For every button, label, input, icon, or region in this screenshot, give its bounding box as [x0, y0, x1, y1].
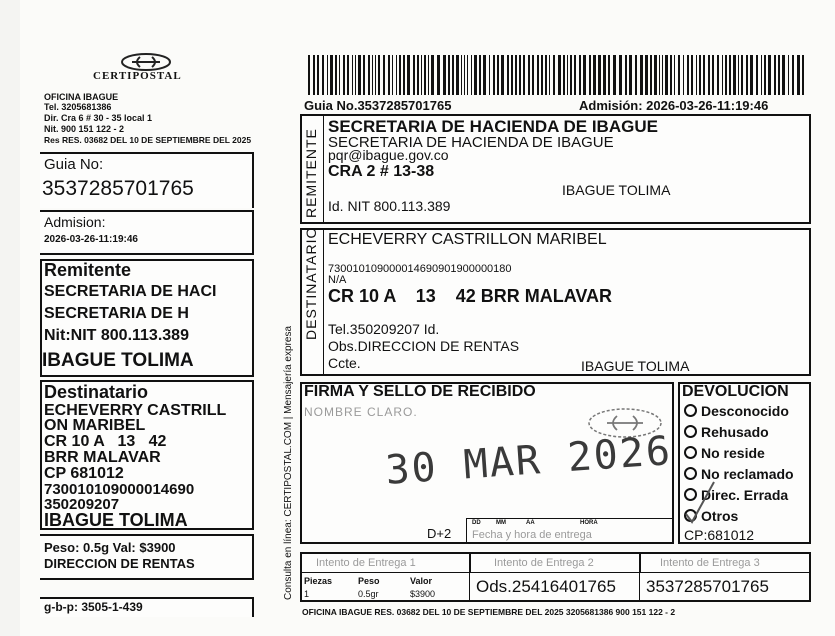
piezas-label: Piezas	[304, 576, 333, 586]
barcode-bar	[378, 55, 380, 95]
devolucion-cp: CP:681012	[684, 527, 755, 543]
radio-icon[interactable]	[684, 404, 697, 417]
option-label: Rehusado	[701, 424, 769, 440]
barcode-bar	[437, 55, 440, 95]
barcode-bar	[579, 55, 581, 95]
left-dest-line5: CP 681012	[44, 465, 124, 482]
barcode-bar	[788, 55, 789, 95]
firma-d2: D+2	[427, 526, 452, 541]
left-remitente-city: IBAGUE TOLIMA	[42, 350, 194, 371]
barcode-bar	[421, 55, 422, 95]
peso-value: 0.5gr	[358, 589, 379, 599]
left-dest-city: IBAGUE TOLIMA	[44, 510, 188, 530]
barcode-bar	[778, 55, 780, 95]
barcode-bar	[528, 55, 530, 95]
barcode-bar	[640, 55, 643, 95]
barcode-bar	[479, 55, 481, 95]
remitente-nit: Id. NIT 800.113.389	[328, 198, 451, 214]
left-guia-label: Guia No:	[44, 156, 104, 173]
firma-title: FIRMA Y SELLO DE RECIBIDO	[304, 383, 536, 400]
destinatario-ccte: Ccte.	[328, 355, 361, 371]
barcode-bar	[383, 55, 385, 95]
fecha-mm: MM	[496, 520, 506, 526]
fecha-hora-entrega: Fecha y hora de entrega	[472, 529, 592, 541]
barcode-bar	[308, 55, 310, 95]
barcode-bar	[399, 55, 401, 95]
barcode-bar	[355, 55, 356, 95]
barcode-bar	[635, 55, 637, 95]
barcode-bar	[729, 55, 731, 95]
barcode-bar	[699, 55, 701, 95]
barcode-bar	[474, 55, 477, 95]
left-dest-line1: ECHEVERRY CASTRILL	[44, 402, 227, 419]
office-resolution: Res RES. 03682 DEL 10 DE SEPTIEMBRE DEL 2025	[44, 135, 252, 145]
barcode-bar	[608, 55, 610, 95]
valor-label: Valor	[410, 576, 433, 586]
barcode-bar	[665, 55, 668, 95]
valor-value: $3900	[410, 589, 436, 599]
destinatario-tel: Tel.350209207 Id.	[328, 321, 440, 337]
barcode-bar	[407, 55, 410, 95]
checkmark-icon	[680, 478, 720, 524]
barcode-bar	[372, 55, 373, 95]
barcode-bar	[774, 55, 776, 95]
barcode-bar	[467, 55, 468, 95]
remitente-email: pqr@ibague.gov.co	[328, 147, 449, 163]
radio-icon[interactable]	[684, 446, 697, 459]
barcode-bar	[625, 55, 627, 95]
left-dest-line7: 350209207	[44, 496, 120, 513]
barcode-bar	[456, 55, 459, 95]
barcode-bar	[532, 55, 534, 95]
barcode-bar	[424, 55, 426, 95]
barcode-bar	[519, 55, 521, 95]
option-label: No reclamado	[701, 466, 794, 482]
barcode-bar	[725, 55, 727, 95]
barcode-bar	[741, 55, 743, 95]
barcode-bar	[443, 55, 446, 95]
intento-3-label: Intento de Entrega 3	[660, 557, 760, 569]
left-guia-value: 3537285701765	[42, 177, 194, 200]
barcode-bar	[722, 55, 723, 95]
barcode-bar	[717, 55, 719, 95]
barcode-bar	[330, 55, 333, 95]
barcode-bar	[662, 55, 663, 95]
side-consulta-text: Consulta en línea: CERTIPOSTAL.COM | Mensajería expresa	[283, 325, 294, 600]
barcode-bar	[746, 55, 748, 95]
barcode-bar	[708, 55, 710, 95]
barcode-bar	[545, 55, 547, 95]
office-name: OFICINA IBAGUE	[44, 92, 119, 102]
barcode-bar	[515, 55, 517, 95]
left-direccion-rentas: DIRECCION DE RENTAS	[44, 556, 195, 571]
left-remitente-line1: SECRETARIA DE HACI	[44, 283, 217, 300]
barcode-bar	[493, 55, 495, 95]
barcode-bar	[501, 55, 504, 95]
barcode-bar	[347, 55, 349, 95]
barcode-bar	[558, 55, 561, 95]
barcode-bar	[650, 55, 652, 95]
barcode-bar	[403, 55, 405, 95]
left-dest-line2: ON MARIBEL	[44, 417, 146, 434]
barcode-bar	[549, 55, 550, 95]
barcode-bar	[313, 55, 315, 95]
barcode-bar	[691, 55, 693, 95]
barcode-bar	[574, 55, 576, 95]
intento-2-label: Intento de Entrega 2	[494, 557, 594, 569]
barcode-bar	[619, 55, 622, 95]
barcode-bar	[629, 55, 632, 95]
barcode-bar	[553, 55, 555, 95]
barcode-bar	[583, 55, 586, 95]
firma-nombre: NOMBRE CLARO.	[304, 405, 418, 419]
barcode-bar	[797, 55, 800, 95]
destinatario-address: CR 10 A 13 42 BRR MALAVAR	[328, 286, 613, 306]
barcode-bar	[396, 55, 397, 95]
barcode-bar	[756, 55, 758, 95]
barcode-bar	[339, 55, 340, 95]
left-destinatario-label: Destinatario	[44, 382, 149, 402]
left-remitente-line2: SECRETARIA DE H	[44, 305, 189, 322]
destinatario-obs: Obs.DIRECCION DE RENTAS	[328, 338, 520, 354]
barcode-bar	[687, 55, 689, 95]
barcode-bar	[388, 55, 390, 95]
barcode-bar	[563, 55, 565, 95]
barcode-bar	[489, 55, 490, 95]
barcode-bar	[613, 55, 616, 95]
barcode-bar	[363, 55, 365, 95]
barcode-bar	[537, 55, 539, 95]
intento-1-label: Intento de Entrega 1	[316, 557, 416, 569]
barcode-bar	[593, 55, 596, 95]
barcode-bar	[733, 55, 736, 95]
header-admision: Admisión: 2026-03-26-11:19:46	[579, 98, 769, 113]
destinatario-code: 730010109000014690901900000180	[328, 263, 512, 275]
fecha-dd: DD	[472, 520, 481, 526]
left-dest-line4: BRR MALAVAR	[44, 449, 161, 466]
barcode-bar	[589, 55, 591, 95]
barcode-bar	[461, 55, 462, 95]
radio-icon[interactable]	[684, 425, 697, 438]
barcode-bar	[511, 55, 513, 95]
devolucion-title: DEVOLUCION	[682, 383, 789, 400]
barcode-bar	[696, 55, 697, 95]
barcode-bar	[428, 55, 429, 95]
barcode-bar	[541, 55, 543, 95]
barcode-bar	[317, 55, 319, 95]
barcode-bar	[464, 55, 465, 95]
barcode-bar	[703, 55, 705, 95]
left-peso-line: Peso: 0.5g Val: $3900	[44, 540, 176, 555]
certipostal-logo	[118, 52, 174, 72]
brand-name: CERTIPOSTAL	[93, 70, 182, 82]
remitente-address: CRA 2 # 13-38	[328, 163, 435, 180]
barcode-bar	[448, 55, 450, 95]
left-dest-line3: CR 10 A 13 42	[44, 433, 167, 450]
footer-text: OFICINA IBAGUE RES. 03682 DEL 10 DE SEPTIEMBRE DEL 2025 3205681386 900 151 122 - 2	[302, 607, 676, 617]
barcode-bar	[352, 55, 353, 95]
left-remitente-nit: Nit:NIT 800.113.389	[44, 327, 189, 344]
barcode-bar	[598, 55, 601, 95]
barcode-bar	[471, 55, 472, 95]
option-label: Desconocido	[701, 403, 789, 419]
barcode-bar	[750, 55, 753, 95]
barcode-bar	[343, 55, 345, 95]
devolucion-option[interactable]	[684, 445, 794, 466]
fecha-hora-label: HORA	[580, 520, 598, 526]
barcode-bar	[392, 55, 393, 95]
fecha-aa: AA	[526, 520, 535, 526]
barcode-bar	[358, 55, 361, 95]
office-dir: Dir. Cra 6 # 30 - 35 local 1	[44, 113, 153, 123]
barcode-bar	[659, 55, 660, 95]
left-admision-value: 2026-03-26-11:19:46	[44, 234, 138, 245]
left-remitente-label: Remitente	[44, 260, 132, 280]
option-label: Otros	[701, 508, 739, 524]
destinatario-city: IBAGUE TOLIMA	[581, 358, 690, 374]
barcode-bar	[483, 55, 486, 95]
barcode-bar	[327, 55, 328, 95]
barcode-bar	[375, 55, 376, 95]
barcode-bar	[497, 55, 499, 95]
remitente-sub: SECRETARIA DE HACIENDA DE IBAGUE	[328, 134, 614, 151]
barcode-bar	[335, 55, 337, 95]
barcode-bar	[768, 55, 771, 95]
option-label: Direc. Errada	[701, 487, 789, 503]
barcode-bar	[413, 55, 415, 95]
barcode-bar	[674, 55, 675, 95]
barcode-bar	[431, 55, 434, 95]
barcode-bar	[417, 55, 419, 95]
barcode-bar	[507, 55, 509, 95]
remitente-city: IBAGUE TOLIMA	[562, 182, 671, 198]
barcode-bar	[570, 55, 572, 95]
option-label: No reside	[701, 445, 765, 461]
barcode-bar	[764, 55, 766, 95]
barcode-bar	[683, 55, 684, 95]
left-dest-line6: 730010109000014690	[44, 481, 195, 498]
destinatario-name: ECHEVERRY CASTRILLON MARIBEL	[328, 231, 607, 248]
left-admision-label: Admision:	[44, 214, 106, 230]
remitente-vertical-label: REMITENTE	[303, 128, 319, 218]
remitente-name: SECRETARIA DE HACIENDA DE IBAGUE	[328, 117, 658, 136]
destinatario-vertical-label: DESTINATARIO	[303, 226, 319, 340]
barcode-bar	[452, 55, 454, 95]
barcode-bar	[782, 55, 785, 95]
barcode-bar	[670, 55, 672, 95]
barcode-bar	[603, 55, 606, 95]
piezas-value: 1	[304, 589, 310, 599]
barcode-bar	[368, 55, 370, 95]
peso-label: Peso	[358, 576, 380, 586]
barcode-bar	[712, 55, 714, 95]
barcode-bar	[322, 55, 324, 95]
barcode-bar	[645, 55, 648, 95]
destinatario-na: N/A	[328, 274, 347, 286]
left-gbp: g-b-p: 3505-1-439	[44, 600, 143, 614]
devolucion-option[interactable]	[684, 403, 794, 424]
guia-box-value: 3537285701765	[646, 577, 769, 596]
barcode-bar	[761, 55, 762, 95]
barcode-bar	[567, 55, 568, 95]
devolucion-option[interactable]	[684, 424, 794, 445]
barcode-bar	[654, 55, 657, 95]
barcode-bar	[678, 55, 680, 95]
received-date-stamp: 30 MAR 2026	[384, 427, 674, 494]
office-tel: Tel. 3205681386	[44, 102, 112, 112]
ods-value: Ods.25416401765	[476, 577, 616, 596]
barcode-bar	[802, 55, 804, 95]
office-nit: Nit. 900 151 122 - 2	[44, 124, 125, 134]
header-guia: Guia No.3537285701765	[304, 98, 452, 113]
barcode-bar	[792, 55, 794, 95]
barcode-bar	[523, 55, 525, 95]
barcode-bar	[738, 55, 739, 95]
barcode	[306, 55, 812, 95]
